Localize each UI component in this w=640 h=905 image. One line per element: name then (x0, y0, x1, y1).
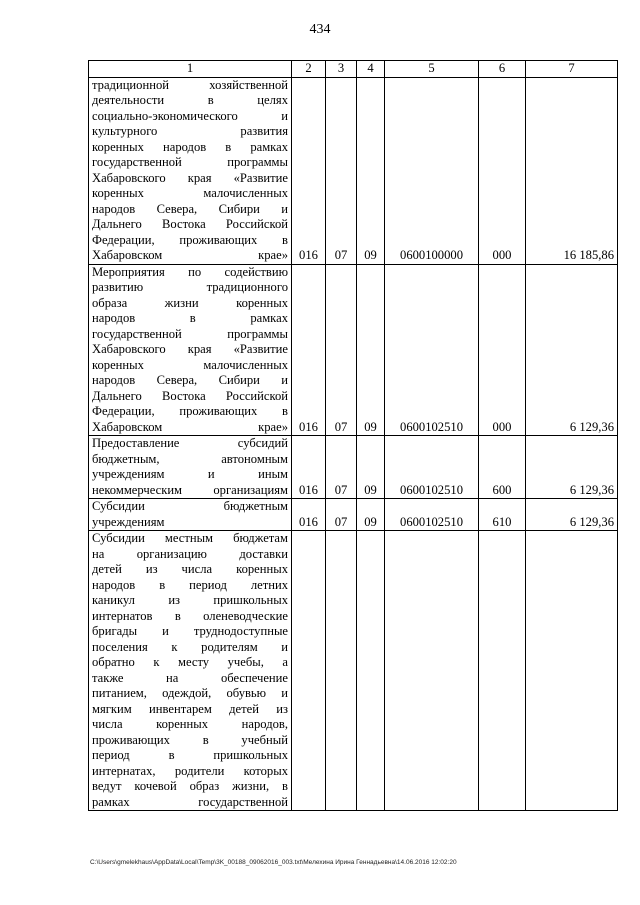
description-cell (89, 77, 292, 264)
pr-cell: 09 (357, 499, 385, 531)
budget-table (88, 60, 618, 811)
sum-cell: 6 129,36 (526, 264, 618, 436)
description-line: образа жизни коренных (92, 295, 288, 310)
description-line: государственной программы (92, 326, 288, 341)
table-row (89, 264, 618, 436)
description-line: бригады и труднодоступные (92, 624, 288, 638)
col-header-5: 5 (385, 61, 479, 78)
col-header-2: 2 (292, 61, 326, 78)
description-line: развитию традиционного (92, 280, 288, 294)
csr-cell: 0600100000 (385, 77, 479, 264)
description-line: мягким инвентарем детей из (92, 701, 288, 716)
col-header-1: 1 (89, 61, 292, 78)
description-line: ведут кочевой образ жизни, в (92, 779, 288, 793)
grbs-cell: 016 (292, 77, 326, 264)
col-header-4: 4 (357, 61, 385, 78)
csr-cell (385, 531, 479, 811)
description-line: социально-экономического и (92, 108, 288, 123)
table-body (89, 77, 618, 811)
rz-cell: 07 (326, 436, 357, 499)
description-cell (89, 436, 292, 499)
description-line: Субсидии бюджетным (92, 499, 288, 513)
csr-cell: 0600102510 (385, 499, 479, 531)
description-line: Дальнего Востока Российской (92, 388, 288, 403)
page-number: 434 (309, 22, 331, 37)
rz-cell: 07 (326, 499, 357, 531)
description-line: коренных малочисленных (92, 357, 288, 372)
vr-cell: 600 (479, 436, 526, 499)
description-line: числа коренных народов, (92, 717, 288, 731)
description-line: поселения к родителям и (92, 639, 288, 654)
rz-cell (326, 531, 357, 811)
table-row (89, 499, 618, 531)
description-line: некоммерческим организациям (92, 482, 288, 497)
description-line: Хабаровском крае» (92, 248, 288, 262)
description-line: интернатах, родители которых (92, 763, 288, 778)
col-header-6: 6 (479, 61, 526, 78)
description-line: народов в период летних (92, 577, 288, 592)
description-line: Дальнего Востока Российской (92, 217, 288, 231)
description-line: учреждениям (92, 514, 165, 529)
pr-cell: 09 (357, 436, 385, 499)
description-line: Федерации, проживающих в (92, 404, 288, 418)
sum-cell: 6 129,36 (526, 499, 618, 531)
description-line: Хабаровского края «Развитие (92, 170, 288, 185)
csr-cell: 0600102510 (385, 436, 479, 499)
description-line: проживающих в учебный (92, 732, 288, 747)
description-line: народов в рамках (92, 311, 288, 325)
description-line: народов Севера, Сибири и (92, 201, 288, 216)
description-line: рамках государственной (92, 794, 288, 809)
description-line: питанием, одеждой, обувью и (92, 686, 288, 700)
rz-cell: 07 (326, 264, 357, 436)
vr-cell: 000 (479, 264, 526, 436)
vr-cell: 000 (479, 77, 526, 264)
table-row (89, 77, 618, 264)
description-cell (89, 499, 292, 531)
file-path-footer: C:\Users\gmelekhaus\AppData\Local\Temp\3K_00188_09062016_003.txt\Мелехина Ирина Геннадьевна\14.06.2016 12:02:20 (90, 859, 457, 866)
description-line: бюджетным, автономным (92, 451, 288, 466)
description-line: Мероприятия по содействию (92, 264, 288, 279)
csr-cell: 0600102510 (385, 264, 479, 436)
description-line: период в пришкольных (92, 748, 288, 762)
pr-cell: 09 (357, 264, 385, 436)
description-line: детей из числа коренных (92, 562, 288, 576)
description-line: Хабаровского края «Развитие (92, 342, 288, 356)
grbs-cell (292, 531, 326, 811)
description-line: Предоставление субсидий (92, 436, 288, 450)
col-header-7: 7 (526, 61, 618, 78)
grbs-cell: 016 (292, 264, 326, 436)
description-line: Хабаровском крае» (92, 419, 288, 434)
description-line: деятельности в целях (92, 93, 288, 107)
vr-cell (479, 531, 526, 811)
pr-cell (357, 531, 385, 811)
description-line: обратно к месту учебы, а (92, 655, 288, 669)
description-line: также на обеспечение (92, 670, 288, 685)
description-line: на организацию доставки (92, 546, 288, 561)
description-line: Федерации, проживающих в (92, 232, 288, 247)
description-line: государственной программы (92, 155, 288, 169)
header-row (89, 61, 618, 78)
grbs-cell: 016 (292, 499, 326, 531)
description-cell (89, 264, 292, 436)
description-line: коренных малочисленных (92, 186, 288, 200)
description-line: народов Севера, Сибири и (92, 373, 288, 387)
sum-cell: 16 185,86 (526, 77, 618, 264)
pr-cell: 09 (357, 77, 385, 264)
sum-cell (526, 531, 618, 811)
description-line: традиционной хозяйственной (92, 77, 288, 92)
description-line: Субсидии местным бюджетам (92, 531, 288, 545)
sum-cell: 6 129,36 (526, 436, 618, 499)
description-line: культурного развития (92, 124, 288, 138)
rz-cell: 07 (326, 77, 357, 264)
description-line: каникул из пришкольных (92, 593, 288, 607)
description-line: учреждениям и иным (92, 467, 288, 481)
vr-cell: 610 (479, 499, 526, 531)
table-row (89, 436, 618, 499)
description-cell (89, 531, 292, 811)
description-line: коренных народов в рамках (92, 139, 288, 154)
grbs-cell: 016 (292, 436, 326, 499)
description-line: интернатов в оленеводческие (92, 608, 288, 623)
col-header-3: 3 (326, 61, 357, 78)
table-row (89, 531, 618, 811)
